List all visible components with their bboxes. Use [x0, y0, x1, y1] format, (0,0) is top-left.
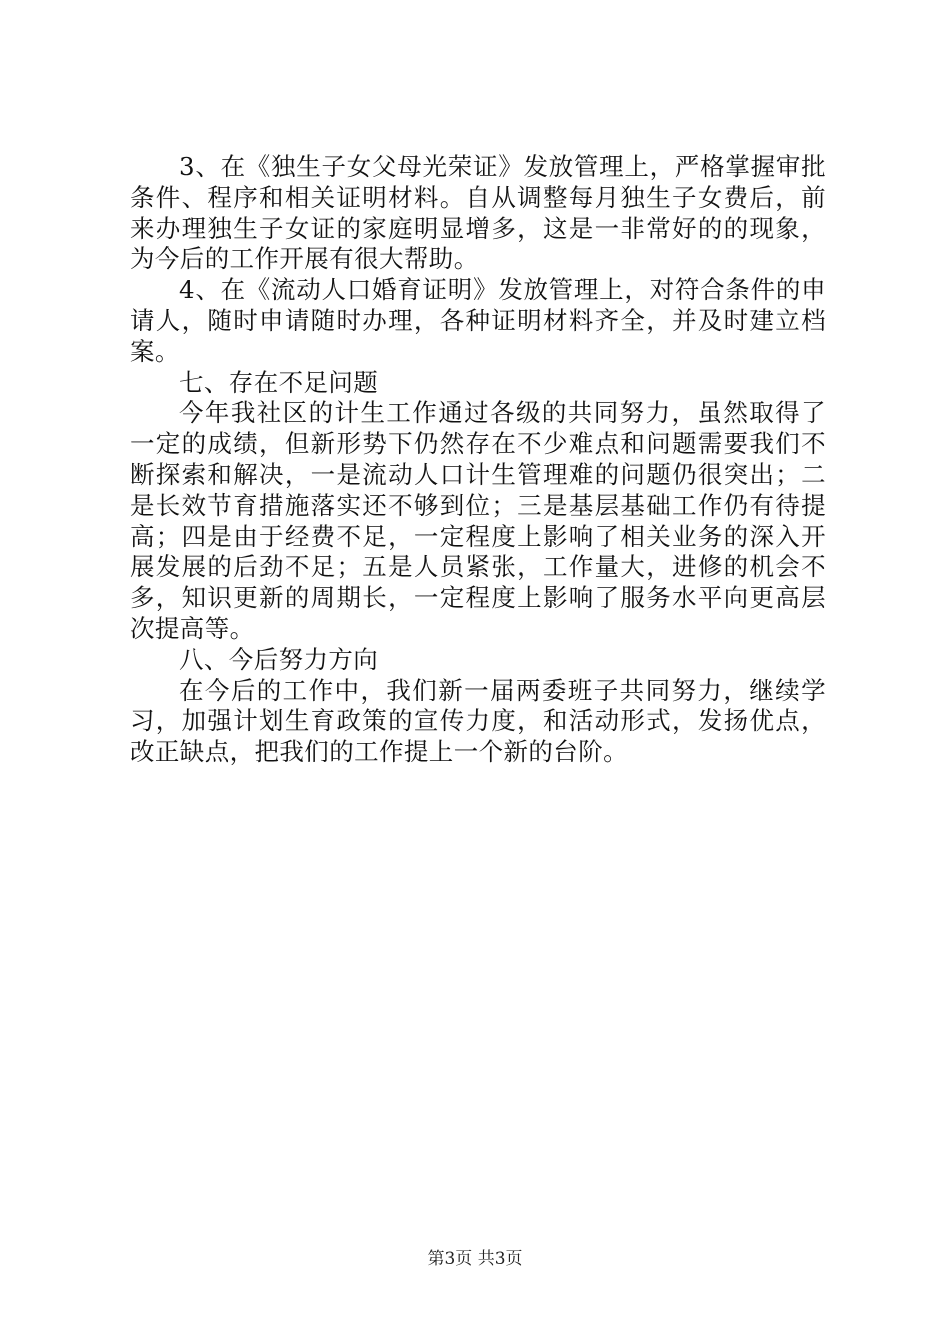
paragraph-certificate-management: 3、在《独生子女父母光荣证》发放管理上，严格掌握审批条件、程序和相关证明材料。自从调整每月独生子女费后，前来办理独生子女证的家庭明显增多，这是一非常好的的现象，为今后的工作开展有很大帮助。	[130, 152, 826, 274]
paragraph-shortcomings: 今年我社区的计生工作通过各级的共同努力，虽然取得了一定的成绩，但新形势下仍然存在不少难点和问题需要我们不断探索和解决，一是流动人口计生管理难的问题仍很突出；二是长效节育措施落实还不够到位；三是基层基础工作仍有待提高；四是由于经费不足，一定程度上影响了相关业务的深入开展发展的后劲不足；五是人员紧张，工作量大，进修的机会不多，知识更新的周期长，一定程度上影响了服务水平向更高层次提高等。	[130, 398, 826, 643]
section-heading-future-direction: 八、今后努力方向	[179, 644, 379, 674]
page-number-footer: 第3页 共3页	[427, 1249, 523, 1269]
section-heading-shortcomings: 七、存在不足问题	[179, 367, 379, 397]
paragraph-future-direction: 在今后的工作中，我们新一届两委班子共同努力，继续学习，加强计划生育政策的宣传力度，和活动形式，发扬优点，改正缺点，把我们的工作提上一个新的台阶。	[130, 675, 826, 767]
paragraph-migrant-certificate: 4、在《流动人口婚育证明》发放管理上，对符合条件的申请人，随时申请随时办理，各种证明材料齐全，并及时建立档案。	[130, 275, 826, 366]
document-body	[130, 152, 826, 768]
